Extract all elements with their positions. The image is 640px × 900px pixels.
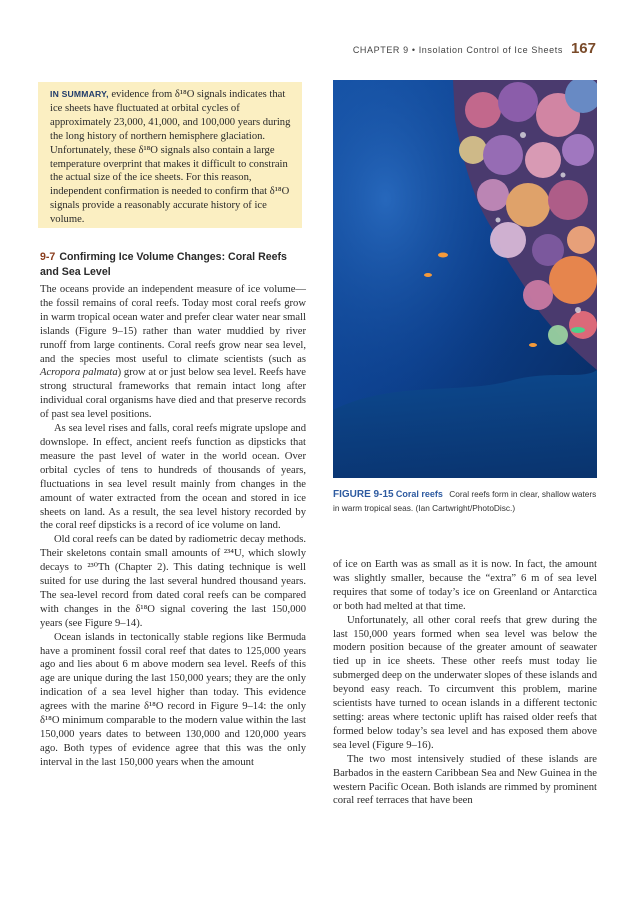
- coral-reef-photo-icon: [333, 80, 597, 478]
- figure-title: Coral reefs: [395, 489, 443, 499]
- summary-text: evidence from δ¹⁸O signals indicates that ice sheets have fluctuated at orbital cycles of approximately 23,000, 41,000, and 100,000 years during the long history of northern hemisphere glaciation. Unfortunately, these δ¹⁸O signals also contain a large temperature overprint that makes it difficult to constrain the actual size of the ice sheets. For this reason, independent confirmation is needed to confirm that δ¹⁸O signals provide a reasonably accurate history of ice volume.: [50, 89, 291, 226]
- paragraph: Ocean islands in tectonically stable regions like Bermuda have a prominent fossil coral reef that dates to 125,000 years ago and lies about 6 m above modern sea level. Reefs of this age are unique during the last 150,000 years; they are the only indication of a sea level higher than today. This evidence agrees with the marine δ¹⁸O record in Figure 9–14: the only δ¹⁸O minimum comparable to the modern value within the last 150,000 years dates to between 130,000 and 120,000 years ago. Both types of evidence agree that this was the only interval in the last 150,000 years when the amount: [40, 631, 306, 768]
- coral-reef-photo: [333, 80, 597, 478]
- figure-caption-text: Coral reefs form in clear, shallow waters in warm tropical seas. (Ian Cartwright/PhotoDisc.): [333, 489, 597, 513]
- section-title: Confirming Ice Volume Changes: Coral Reefs and Sea Level: [40, 251, 287, 278]
- paragraph-text: ) grow at or just below sea level. Reefs have strong structural frameworks that remain intact long after individual coral organisms have died and that preserve records of past sea level positions.: [40, 367, 307, 421]
- paragraph: The two most intensively studied of these islands are Barbados in the eastern Caribbean Sea and New Guinea in the western Pacific Ocean. Both islands are rimmed by prominent coral reef terraces that have been: [333, 753, 597, 807]
- section-heading: [40, 250, 302, 279]
- figure-label: FIGURE 9-15: [333, 489, 394, 500]
- right-column: [333, 558, 597, 808]
- running-head: [353, 40, 596, 60]
- paragraph: Old coral reefs can be dated by radiometric decay methods. Their skeletons contain small amounts of ²³⁴U, which slowly decays to ²³⁰Th (Chapter 2). This dating technique is well suited for use during the last several hundred thousand years. The sea-level record from dated coral reefs can be compared with changes in the δ¹⁸O signal covering the last 150,000 years (see Figure 9–14).: [40, 534, 306, 629]
- summary-box: [38, 82, 302, 228]
- figure-caption: [333, 488, 597, 514]
- paragraph: [40, 283, 306, 422]
- paragraph: of ice on Earth was as small as it is now. In fact, the amount was slightly smaller, because the “extra” 6 m of sea level requires that some of today’s ice on Greenland or Antarctica or both had melted at that time.: [333, 559, 597, 612]
- left-column: [40, 283, 306, 770]
- page-number: 167: [570, 40, 596, 57]
- running-head-text: CHAPTER 9 • Insolation Control of Ice Sheets: [352, 45, 563, 55]
- paragraph-text: The oceans provide an independent measure of ice volume—the fossil remains of coral reefs. Today most coral reefs grow in warm tropical ocean water and prefer clear water near small islands (Figure 9–15) rather than water muddied by river runoff from large continents. Coral reefs grow near sea level, and the species most useful to climate scientists (such as: [40, 284, 306, 365]
- paragraph: Unfortunately, all other coral reefs that grew during the last 150,000 years formed when sea level was below the modern position because of the greater amount of seawater tied up in ice sheets. These other reefs must today lie submerged deep on the underwater slopes of these islands and beyond easy reach. To circumvent this problem, marine scientists have turned to ocean islands in a different tectonic setting: areas where tectonic uplift has raised older reefs that formed below today’s sea level and has exposed them above sea level (Figure 9–16).: [333, 614, 597, 751]
- paragraph: As sea level rises and falls, coral reefs migrate upslope and downslope. In effect, ancient reefs function as dipsticks that measure the past level of water in the world ocean. Over orbital cycles of tens to hundreds of thousands of years, fluctuations in sea level result mainly from changes in the amount of water extracted from the ocean and stored in ice sheets on land. As a result, the sea level history recorded by the coral reef dipsticks is a record of ice volume on land.: [40, 423, 306, 532]
- summary-lead: IN SUMMARY,: [50, 89, 109, 99]
- species-name: Acropora palmata: [40, 367, 118, 379]
- section-number: 9-7: [40, 251, 56, 263]
